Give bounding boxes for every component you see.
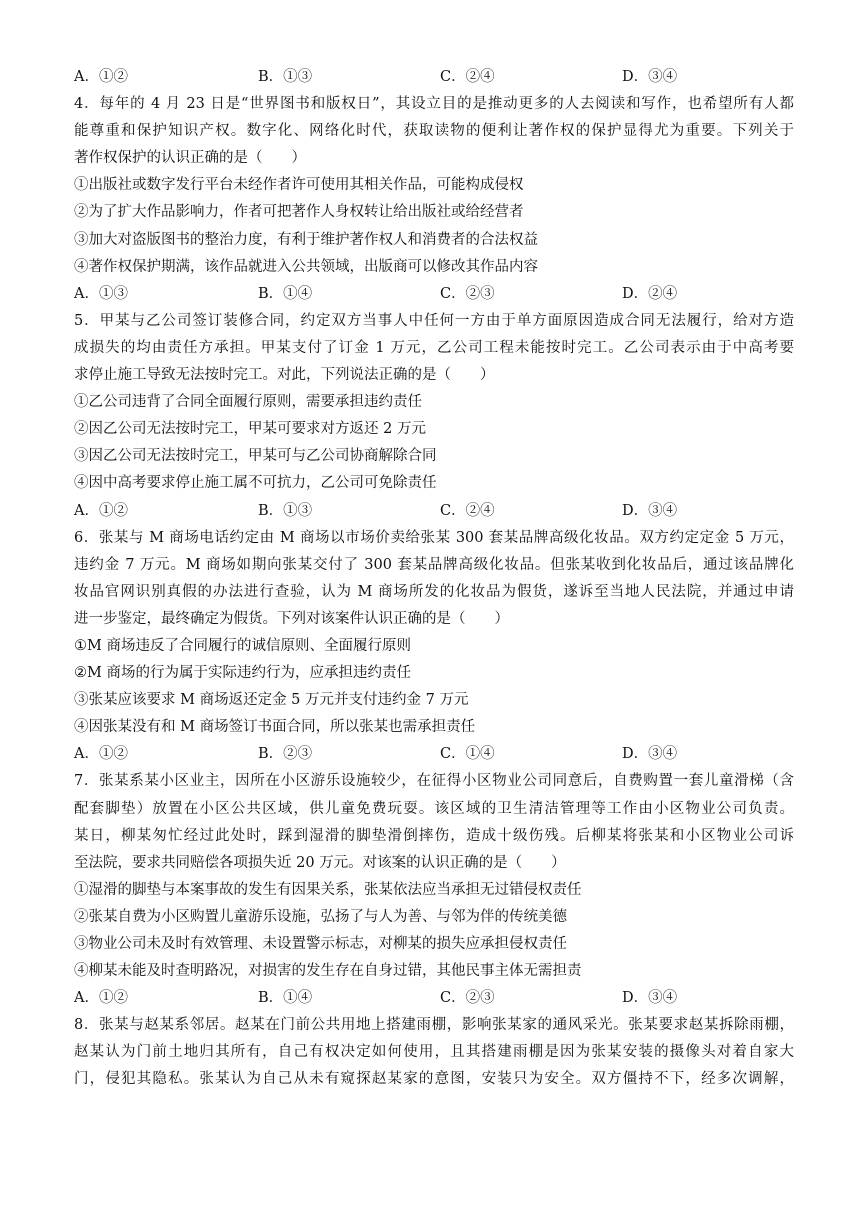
q7-option-2: ②张某自费为小区购置儿童游乐设施，弘扬了与人为善、与邻为伴的传统美德 [74, 908, 567, 925]
q6-choice-c[interactable]: C．①④ [440, 746, 495, 763]
q4-option-3: ③加大对盗版图书的整治力度，有利于维护著作权人和消费者的合法权益 [74, 231, 538, 248]
q4-choices [74, 281, 794, 308]
q6-stem-line-3: 妆品官网识别真假的办法进行查验，认为 M 商场所发的化妆品为假货，遂诉至当地人民法院，并通过申请 [74, 583, 794, 600]
q5-choice-a[interactable]: A．①② [74, 502, 128, 519]
q8-stem-line-1: 8．张某与赵某系邻居。赵某在门前公共用地上搭建雨棚，影响张某家的通风采光。张某要求赵某拆除雨棚， [74, 1017, 794, 1034]
q5-stem-line-2: 成损失的均由责任方承担。甲某支付了订金 1 万元，乙公司工程未能按时完工。乙公司表示由于中高考要 [74, 339, 794, 356]
q7-option-1: ①湿滑的脚垫与本案事故的发生有因果关系，张某依法应当承担无过错侵权责任 [74, 881, 582, 898]
q6-option-1: ①M 商场违反了合同履行的诚信原则、全面履行原则 [74, 637, 411, 654]
q4-option-4: ④著作权保护期满，该作品就进入公共领域，出版商可以修改其作品内容 [74, 258, 538, 275]
q7-option-3: ③物业公司未及时有效管理、未设置警示标志，对柳某的损失应承担侵权责任 [74, 936, 567, 952]
q7-choice-a[interactable]: A．①② [74, 990, 128, 1007]
q6-option-2: ②M 商场的行为属于实际违约行为，应承担违约责任 [74, 665, 411, 682]
q6-stem-line-1: 6．张某与 M 商场电话约定由 M 商场以市场价卖给张某 300 套某品牌高级化妆品。双方约定定金 5 万元， [74, 529, 794, 546]
q6-choice-b[interactable]: B．②③ [258, 746, 313, 763]
q5-option-2: ②因乙公司无法按时完工，甲某可要求对方返还 2 万元 [74, 421, 426, 438]
q4-stem-line-1: 4．每年的 4 月 23 日是“世界图书和版权日”，其设立目的是推动更多的人去阅读和写作，也希望所有人都 [74, 96, 794, 113]
q5-choice-b[interactable]: B．①③ [258, 502, 313, 519]
q3-choices [74, 64, 794, 91]
q6-stem-line-4: 进一步鉴定，最终确定为假货。下列对该案件认识正确的是（ ） [74, 610, 509, 627]
q7-choice-c[interactable]: C．②③ [440, 990, 495, 1007]
q5-stem-line-1: 5．甲某与乙公司签订装修合同，约定双方当事人中任何一方由于单方面原因造成合同无法履行，给对方造 [74, 312, 794, 329]
q8-stem-line-3: 门，侵犯其隐私。张某认为自己从未有窥探赵某家的意图，安装只为安全。双方僵持不下，经多次调解， [74, 1071, 794, 1088]
q5-choices [74, 498, 794, 525]
q7-choices [74, 985, 794, 1012]
q6-option-4: ④因张某没有和 M 商场签订书面合同，所以张某也需承担责任 [74, 719, 476, 736]
question-8 [74, 1012, 794, 1093]
q5-choice-d[interactable]: D．③④ [622, 502, 678, 519]
q4-choice-b[interactable]: B．①④ [258, 285, 313, 302]
q5-option-3: ③因乙公司无法按时完工，甲某可与乙公司协商解除合同 [74, 448, 437, 465]
q6-choice-d[interactable]: D．③④ [622, 746, 678, 763]
q4-stem-line-3: 著作权保护的认识正确的是（ ） [74, 150, 306, 167]
q7-stem-line-1: 7．张某系某小区业主，因所在小区游乐设施较少，在征得小区物业公司同意后，自费购置一套儿童滑梯（含 [74, 773, 794, 790]
q6-stem-line-2: 违约金 7 万元。M 商场如期向张某交付了 300 套某品牌高级化妆品。但张某收到化妆品后，通过该品牌化 [74, 556, 794, 573]
q4-stem-line-2: 能尊重和保护知识产权。数字化、网络化时代，获取读物的便利让著作权的保护显得尤为重要。下列关于 [74, 123, 794, 140]
q4-choice-d[interactable]: D．②④ [622, 285, 678, 302]
q7-choice-b[interactable]: B．①④ [258, 990, 313, 1007]
page-content [74, 64, 794, 1094]
q7-stem-line-3: 某日，柳某匆忙经过此处时，踩到湿滑的脚垫滑倒摔伤，造成十级伤残。后柳某将张某和小区物业公司诉 [74, 827, 794, 844]
q5-choice-c[interactable]: C．②④ [440, 502, 495, 519]
q3-choice-d[interactable]: D．③④ [622, 69, 678, 85]
q6-choices [74, 741, 794, 768]
q5-option-4: ④因中高考要求停止施工属不可抗力，乙公司可免除责任 [74, 475, 437, 492]
q3-choice-a[interactable]: A．①② [74, 69, 128, 85]
q5-option-1: ①乙公司违背了合同全面履行原则，需要承担违约责任 [74, 394, 422, 411]
q5-stem-line-3: 求停止施工导致无法按时完工。对此，下列说法正确的是（ ） [74, 367, 495, 384]
q8-stem-line-2: 赵某认为门前土地归其所有，自己有权决定如何使用，且其搭建雨棚是因为张某安装的摄像头对着自家大 [74, 1044, 794, 1061]
q6-choice-a[interactable]: A．①② [74, 746, 128, 763]
q3-choice-c[interactable]: C．②④ [440, 69, 495, 85]
q4-option-2: ②为了扩大作品影响力，作者可把著作人身权转让给出版社或给经营者 [74, 204, 524, 221]
q6-option-3: ③张某应该要求 M 商场返还定金 5 万元并支付违约金 7 万元 [74, 692, 469, 709]
question-6 [74, 525, 794, 769]
q4-choice-c[interactable]: C．②③ [440, 285, 495, 302]
q4-choice-a[interactable]: A．①③ [74, 285, 128, 302]
q3-choice-b[interactable]: B．①③ [258, 69, 313, 85]
question-4 [74, 91, 794, 308]
q7-stem-line-2: 配套脚垫）放置在小区公共区域，供儿童免费玩耍。该区域的卫生清洁管理等工作由小区物业公司负责。 [74, 800, 794, 817]
q4-option-1: ①出版社或数字发行平台未经作者许可使用其相关作品，可能构成侵权 [74, 177, 524, 194]
q7-choice-d[interactable]: D．③④ [622, 990, 678, 1007]
q7-option-4: ④柳某未能及时查明路况，对损害的发生存在自身过错，其他民事主体无需担责 [74, 963, 582, 980]
question-7 [74, 768, 794, 1012]
question-5 [74, 308, 794, 525]
q7-stem-line-4: 至法院，要求共同赔偿各项损失近 20 万元。对该案的认识正确的是（ ） [74, 854, 566, 871]
